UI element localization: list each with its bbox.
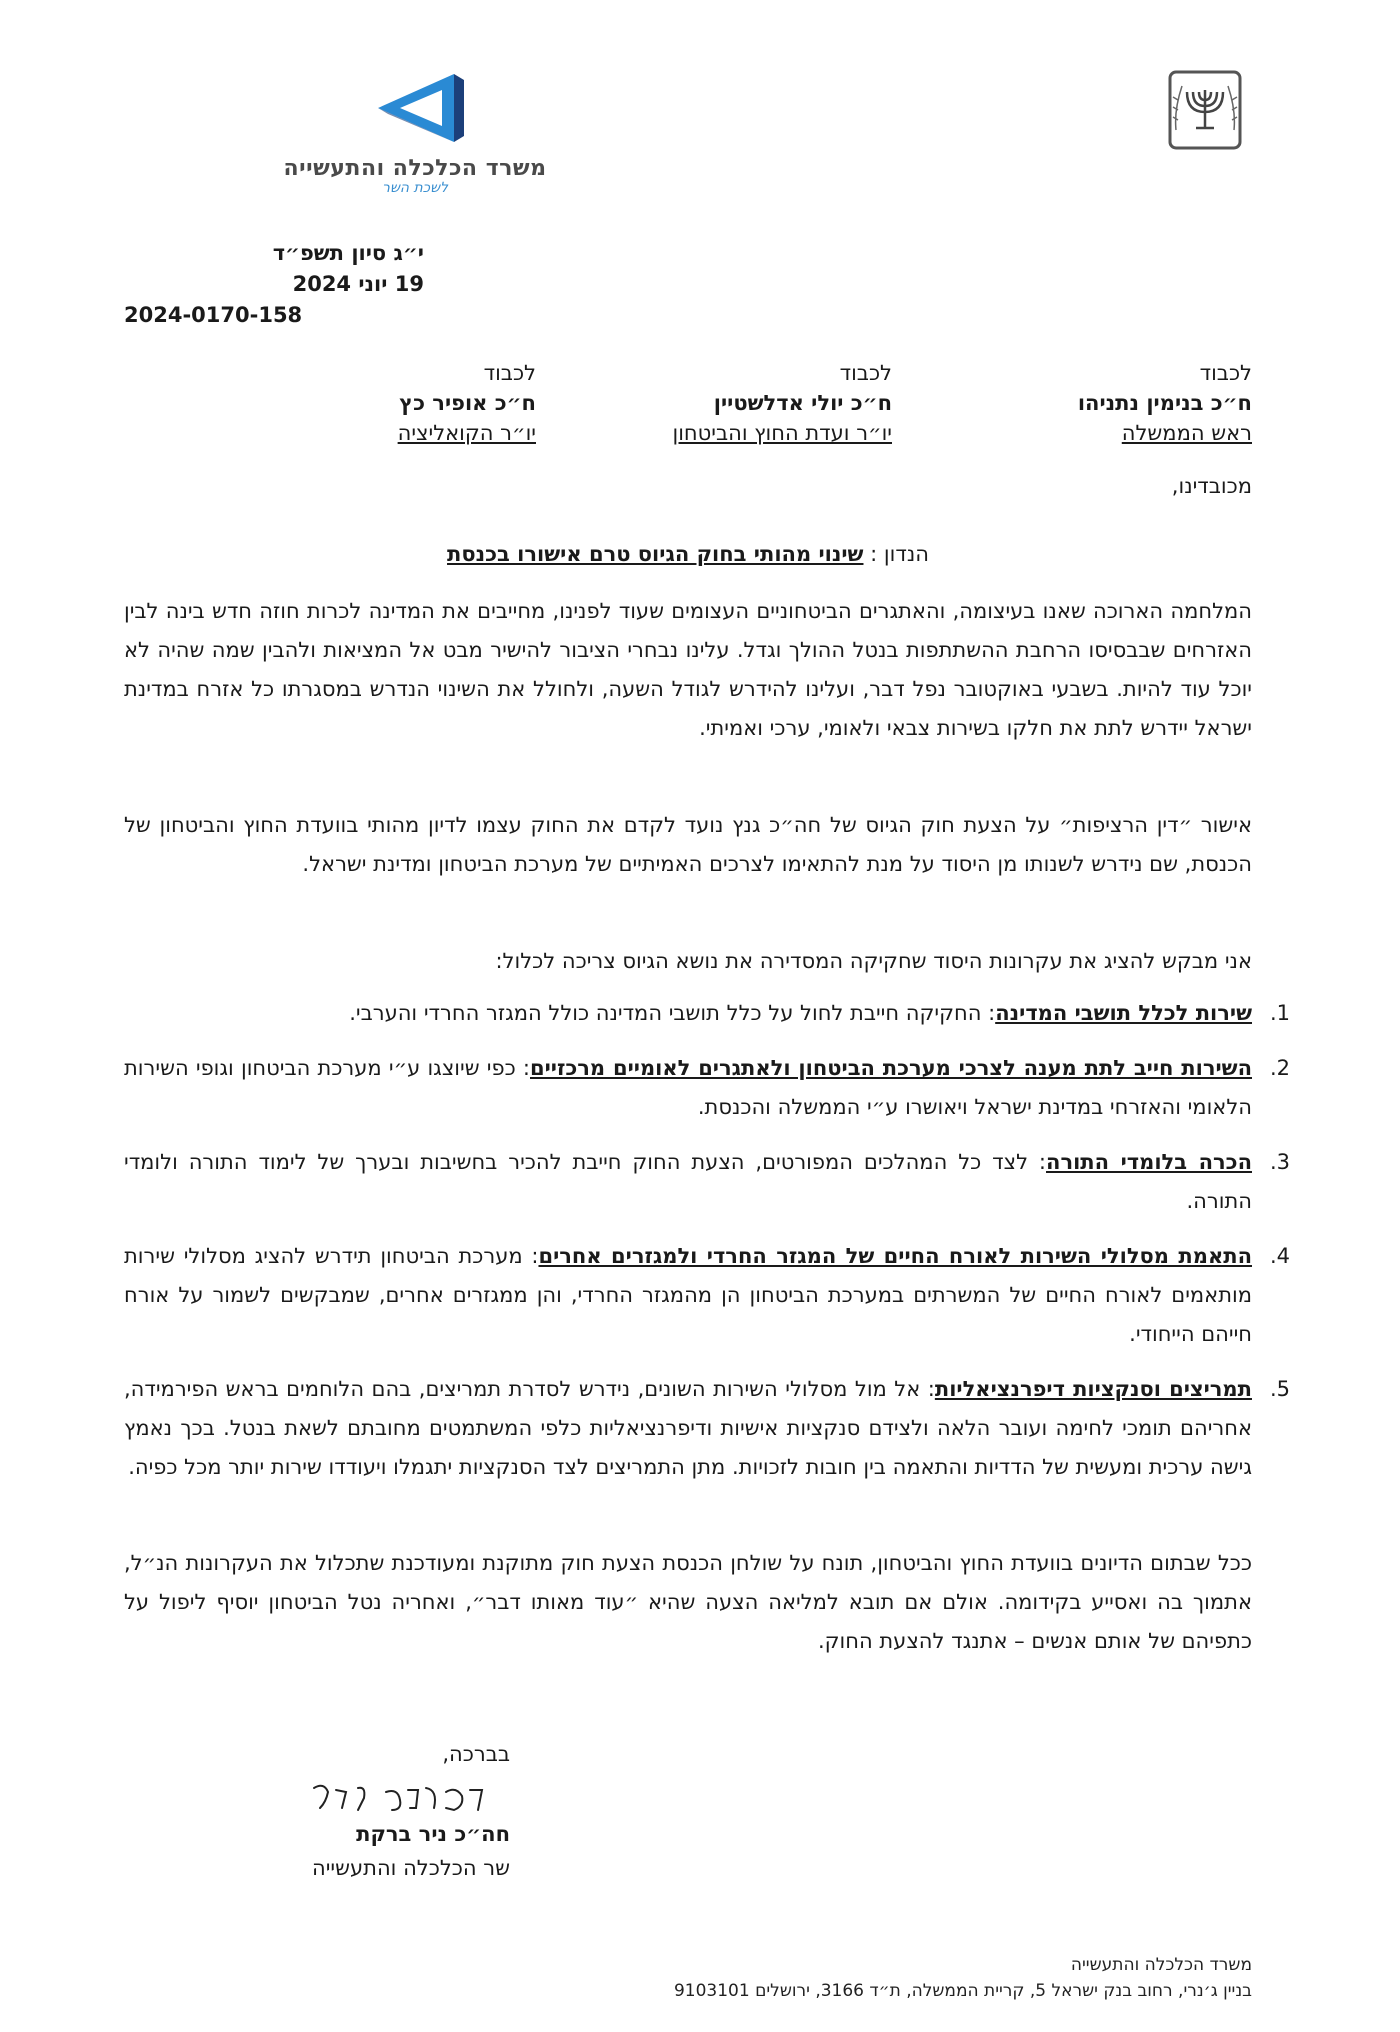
closing-salutation: בברכה,	[442, 1742, 510, 1766]
list-item-title: התאמת מסלולי השירות לאורח החיים של המגזר החרדי ולמגזרים אחרים	[538, 1244, 1252, 1268]
recipient-katz	[276, 358, 536, 448]
list-item-title: הכרה בלומדי התורה	[1046, 1150, 1252, 1174]
list-item-text: החקיקה חייבת לחול על כלל תושבי המדינה כולל המגזר החרדי והערבי.	[349, 1001, 982, 1025]
list-item	[124, 1143, 1290, 1221]
signer-name: חה״כ ניר ברקת	[356, 1822, 510, 1846]
recipient-label: לכבוד	[1199, 361, 1252, 385]
recipient-label: לכבוד	[839, 361, 892, 385]
state-emblem-icon	[1160, 70, 1250, 152]
list-item	[124, 1237, 1290, 1354]
list-item-separator: :	[515, 1056, 530, 1080]
paragraph-principles-intro: אני מבקש להציג את עקרונות היסוד שחקיקה המסדירה את נושא הגיוס צריכה לכלול:	[495, 949, 1252, 973]
list-item-separator: :	[522, 1244, 539, 1268]
recipient-name: ח״כ אופיר כץ	[399, 391, 536, 415]
recipient-name: ח״כ יולי אדלשטיין	[713, 391, 892, 415]
recipient-name: ח״כ בנימין נתניהו	[1077, 391, 1252, 415]
list-item-title: תמריצים וסנקציות דיפרנציאליות	[934, 1377, 1252, 1401]
list-item	[124, 1370, 1290, 1487]
list-item	[124, 994, 1290, 1033]
list-number: 2.	[1269, 1056, 1290, 1080]
recipient-label: לכבוד	[483, 361, 536, 385]
handwritten-signature	[306, 1778, 496, 1822]
list-number: 4.	[1269, 1244, 1290, 1268]
list-item-separator: :	[920, 1377, 935, 1401]
list-number: 5.	[1269, 1377, 1290, 1401]
list-item	[124, 1049, 1290, 1127]
list-item-separator: :	[1028, 1150, 1047, 1174]
recipient-netanyahu	[1012, 358, 1252, 448]
ministry-subtitle: לשכת השר	[382, 180, 448, 196]
footer-address-line: בניין ג׳נרי, רחוב בנק ישראל 5, קריית הממשלה, ת״ד 3166, ירושלים 9103101	[673, 1981, 1252, 2001]
footer-address	[674, 1952, 1252, 2004]
greeting: מכובדינו,	[1171, 474, 1252, 498]
footer-ministry: משרד הכלכלה והתעשייה	[1070, 1955, 1252, 1975]
recipient-role: יו״ר הקואליציה	[397, 421, 536, 445]
list-item-text: כפי שיוצגו ע״י מערכת הביטחון וגופי השירות הלאומי והאזרחי במדינת ישראל ויאושרו ע״י הממשלה והכנסת.	[124, 1056, 1252, 1119]
hebrew-date: י״ג סיון תשפ״ד	[272, 241, 424, 265]
list-number: 3.	[1269, 1150, 1290, 1174]
paragraph-conclusion: ככל שבתום הדיונים בוועדת החוץ והביטחון, תונח על שולחן הכנסת הצעת חוק מתוקנת ומעודכנת שתכלול את העקרונות הנ״ל, אתמוך בה ואסייע בקידומה. אולם אם תובא למליאה הצעה שהיא ״עוד מאותו דבר״, ואחריה נטל הביטחון יוסיף ליפול על כתפיהם של אותם אנשים – אתנגד להצעת החוק.	[124, 1551, 1252, 1653]
date-block	[124, 238, 424, 331]
recipient-role: ראש הממשלה	[1121, 421, 1252, 445]
principles-list	[124, 994, 1290, 1503]
reference-number: 2024-0170-158	[124, 303, 303, 327]
subject-text: שינוי מהותי בחוק הגיוס טרם אישורו בכנסת	[447, 542, 864, 566]
subject-label: הנדון :	[870, 542, 929, 566]
paragraph-intro: המלחמה הארוכה שאנו בעיצומה, והאתגרים הביטחוניים העצומים שעוד לפנינו, מחייבים את המדינה לכרות חוזה חדש בינה לבין האזרחים שבבסיסו הרחבת ההשתתפות בנטל ההולך וגדל. עלינו נבחרי הציבור להישיר מבט אל המציאות ולהבין שמה שהיה לא יוכל עוד להיות. בשבעי באוקטובר נפל דבר, ועלינו להידרש לגודל השעה, ולחולל את השינוי הנדרש במסגרתו כל אזרח במדינת ישראל יידרש לתת את חלקו בשירות צבאי ולאומי, ערכי ואמיתי.	[124, 599, 1252, 740]
ministry-logo-icon	[370, 70, 470, 150]
list-item-title: שירות לכלל תושבי המדינה	[995, 1001, 1252, 1025]
list-item-text: לצד כל המהלכים המפורטים, הצעת החוק חייבת להכיר בחשיבות ובערך של לימוד התורה ולומדי התורה.	[124, 1150, 1252, 1213]
list-item-title: השירות חייב לתת מענה לצרכי מערכת הביטחון ולאתגרים לאומיים מרכזיים	[530, 1056, 1252, 1080]
list-item-text: מערכת הביטחון תידרש להציג מסלולי שירות מותאמים לאורח החיים של המשרתים במערכת הביטחון הן מהמגזר החרדי, והן ממגזרים אחרים, שמבקשים לשמור על אורח חייהם הייחודי.	[124, 1244, 1252, 1346]
recipient-role: יו״ר ועדת החוץ והביטחון	[672, 421, 892, 445]
subject-line	[124, 542, 1252, 566]
list-item-text: אל מול מסלולי השירות השונים, נידרש לסדרת תמריצים, בהם הלוחמים בראש הפירמידה, אחריהם תומכי לחימה ועובר הלאה ולצידם סנקציות אישיות ודיפרנציאליות כלפי המשתמטים מחובתם לשאת בנטל. בכך נאמץ גישה ערכית ומעשית של הדדיות והתאמה בין חובות לזכויות. מתן התמריצים לצד הסנקציות יתגמלו ויעודדו שירות יותר מכל כפיה.	[124, 1377, 1252, 1479]
list-item-separator: :	[981, 1001, 996, 1025]
ministry-name: משרד הכלכלה והתעשייה	[283, 156, 547, 181]
signer-title: שר הכלכלה והתעשייה	[312, 1856, 510, 1880]
paragraph-continuity: אישור ״דין הרציפות״ על הצעת חוק הגיוס של חה״כ גנץ נועד לקדם את החוק עצמו לדיון מהותי בוועדת החוץ והביטחון של הכנסת, שם נידרש לשנותו מן היסוד על מנת להתאימו לצרכים האמיתיים של מערכת הביטחון ומדינת ישראל.	[124, 813, 1252, 876]
list-number: 1.	[1269, 1001, 1290, 1025]
gregorian-date: 19 יוני 2024	[292, 272, 424, 296]
recipient-edelstein	[572, 358, 892, 448]
